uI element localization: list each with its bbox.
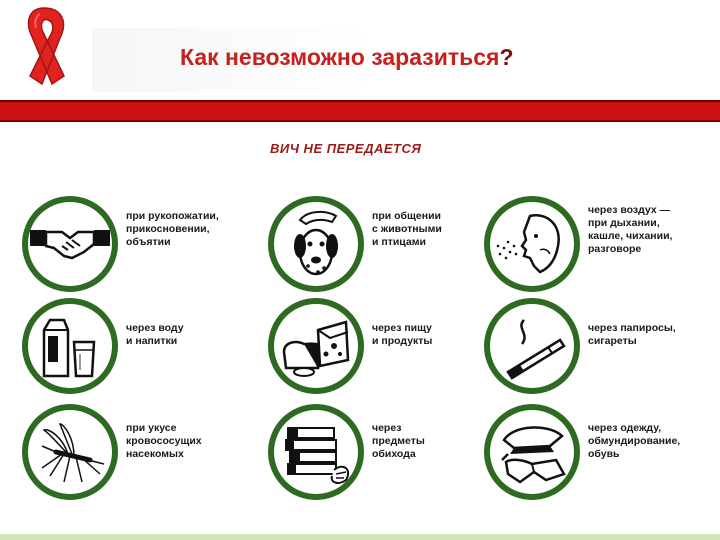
item-airborne <box>484 196 714 306</box>
caption-line: при рукопожатии, <box>126 210 219 222</box>
caption-line: прикосновении, <box>126 223 210 235</box>
breathing-person-icon <box>490 202 574 286</box>
bottom-strip <box>0 534 720 540</box>
item-animals <box>268 196 498 306</box>
aids-ribbon-icon <box>0 0 92 92</box>
caption-line: через воду <box>126 322 184 334</box>
caption-line: сигареты <box>588 335 637 347</box>
item-caption <box>588 422 680 461</box>
caption-line: через одежду, <box>588 422 662 434</box>
cap-clothes-icon <box>490 410 574 494</box>
bread-cheese-icon <box>274 304 358 388</box>
dog-icon <box>274 202 358 286</box>
caption-line: при дыхании, <box>588 217 660 229</box>
page-title <box>180 44 514 71</box>
caption-line: кровососущих <box>126 435 202 447</box>
caption-line: насекомых <box>126 448 184 460</box>
caption-line: через пищу <box>372 322 432 334</box>
caption-line: через воздух — <box>588 204 671 216</box>
icon-circle <box>484 298 580 394</box>
caption-line: и птицами <box>372 236 426 248</box>
books-stack-icon <box>274 410 358 494</box>
icon-circle <box>22 404 118 500</box>
subtitle: ВИЧ НЕ ПЕРЕДАЕТСЯ <box>270 141 422 156</box>
item-caption <box>588 204 672 256</box>
item-caption <box>588 322 676 348</box>
item-insects <box>22 404 252 514</box>
item-handshake <box>22 196 252 306</box>
item-water <box>22 298 252 408</box>
title-text: Как невозможно заразиться <box>180 44 500 70</box>
icon-circle <box>268 196 364 292</box>
item-cigarettes <box>484 298 714 408</box>
red-divider-bar <box>0 100 720 122</box>
caption-line: обувь <box>588 448 620 460</box>
caption-line: при общении <box>372 210 441 222</box>
caption-line: через папиросы, <box>588 322 676 334</box>
item-caption <box>126 210 219 249</box>
item-food <box>268 298 498 408</box>
item-caption <box>126 422 202 461</box>
caption-line: кашле, чихании, <box>588 230 673 242</box>
mosquito-icon <box>28 410 112 494</box>
milk-glass-icon <box>28 304 112 388</box>
caption-line: и продукты <box>372 335 433 347</box>
item-caption <box>126 322 184 348</box>
icon-circle <box>22 298 118 394</box>
icon-circle <box>268 298 364 394</box>
caption-line: через <box>372 422 402 434</box>
caption-line: обмундирование, <box>588 435 681 447</box>
caption-line: при укусе <box>126 422 177 434</box>
item-clothes <box>484 404 714 514</box>
caption-line: обихода <box>372 448 416 460</box>
icon-circle <box>268 404 364 500</box>
caption-line: и напитки <box>126 335 178 347</box>
caption-line: с животными <box>372 223 442 235</box>
caption-line: предметы <box>372 435 425 447</box>
handshake-icon <box>28 202 112 286</box>
title-question-mark: ? <box>499 44 514 70</box>
icon-circle <box>484 196 580 292</box>
caption-line: разговоре <box>588 243 642 255</box>
item-caption <box>372 422 425 461</box>
caption-line: объятии <box>126 236 171 248</box>
icon-circle <box>484 404 580 500</box>
cigarette-icon <box>490 304 574 388</box>
item-caption <box>372 210 442 249</box>
icon-circle <box>22 196 118 292</box>
item-caption <box>372 322 432 348</box>
item-objects <box>268 404 498 514</box>
